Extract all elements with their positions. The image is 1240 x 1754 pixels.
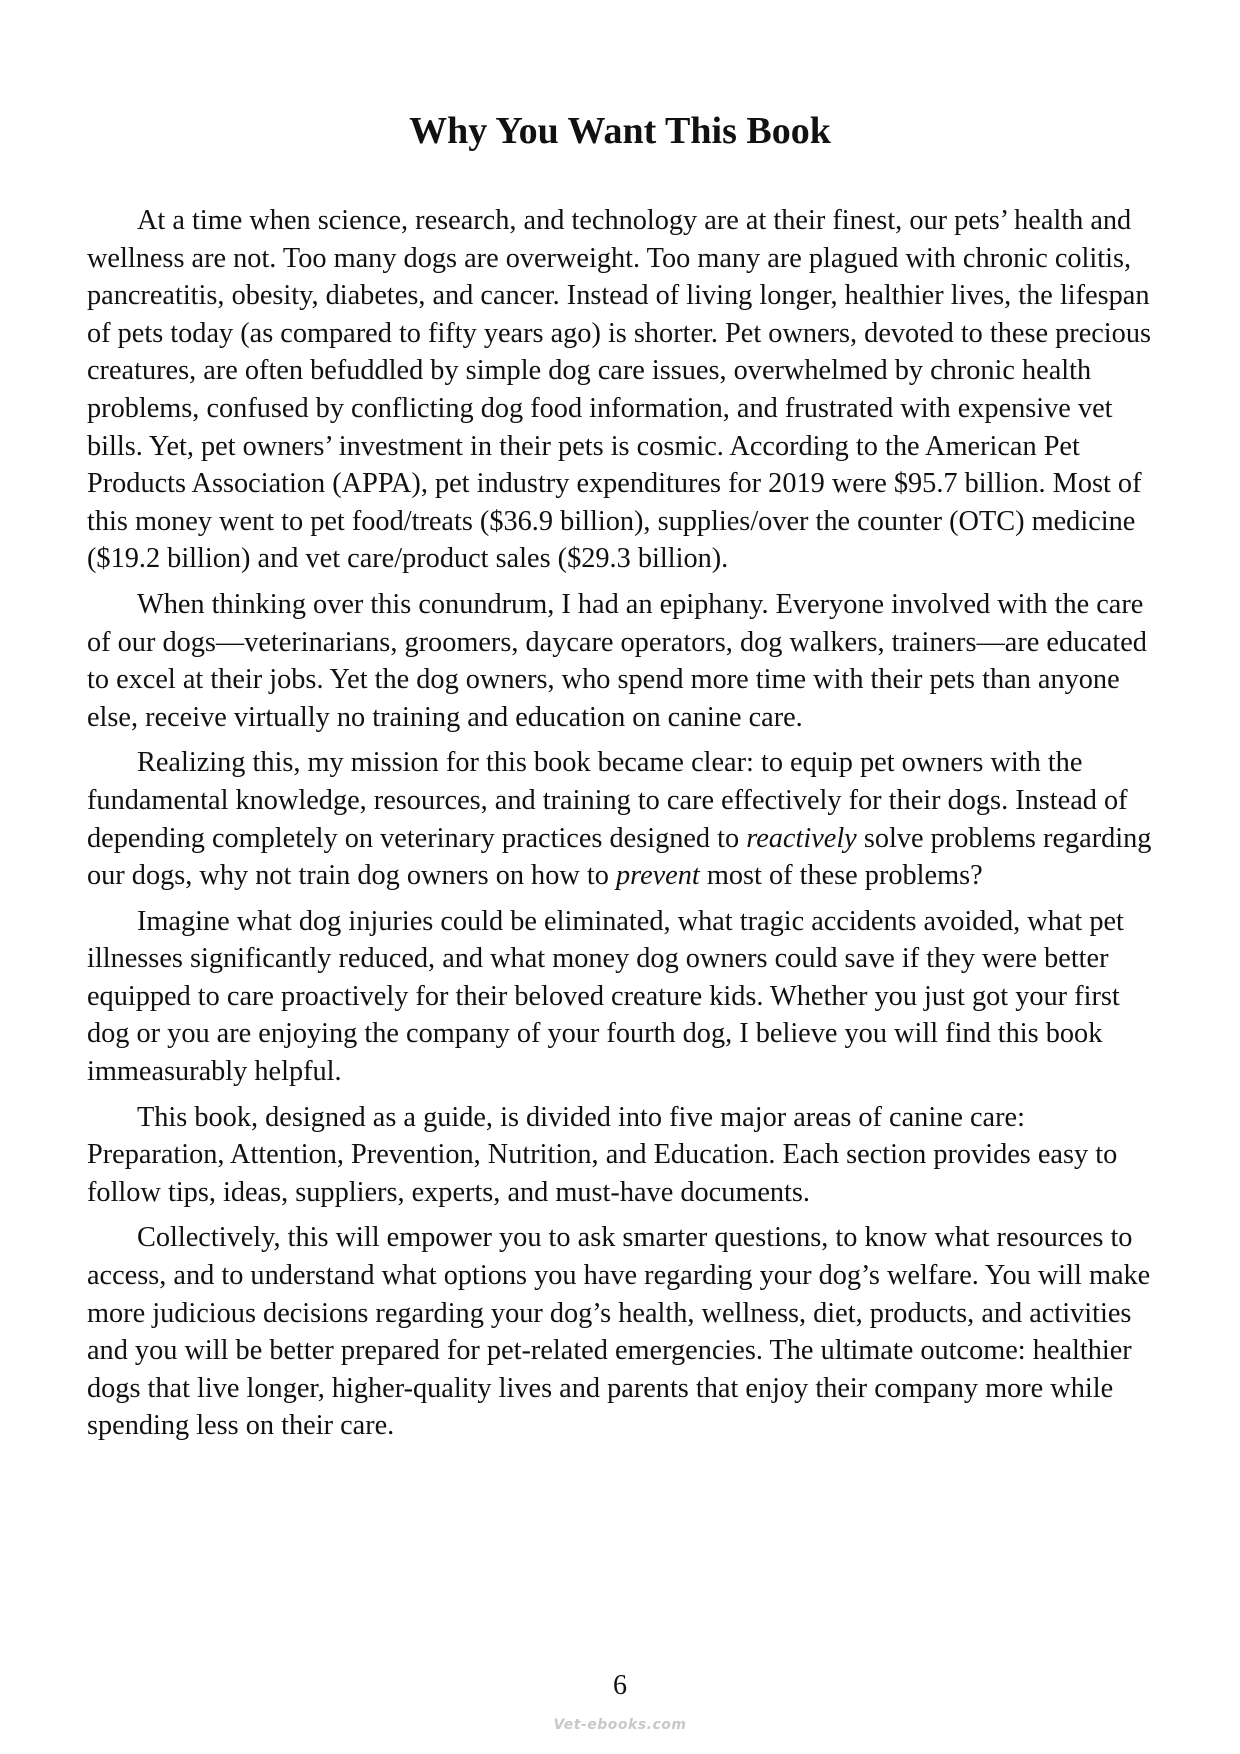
body-text bbox=[87, 202, 1159, 1453]
emphasis-prevent: prevent bbox=[615, 860, 700, 892]
paragraph-1: At a time when science, research, and technology are at their finest, our pets’ health and wellness are not. Too many dogs are overweight. Too many are plagued with chronic colitis, pancreatitis, obesity, diabetes, and cancer. Instead of living longer, healthier lives, the lifespan of pets today (as compared to fifty years ago) is shorter. Pet owners, devoted to these precious creatures, are often befuddled by simple dog care issues, overwhelmed by chronic health problems, confused by conflicting dog food information, and frustrated with expensive vet bills. Yet, pet owners’ investment in their pets is cosmic. According to the American Pet Products Association (APPA), pet industry expenditures for 2019 were $95.7 billion. Most of this money went to pet food/treats ($36.9 billion), supplies/over the counter (OTC) medicine ($19.2 billion) and vet care/product sales ($29.3 billion). bbox=[87, 205, 1151, 575]
paragraph-3 bbox=[87, 744, 1159, 894]
page-number: 6 bbox=[613, 1670, 627, 1701]
emphasis-reactively: reactively bbox=[746, 822, 857, 854]
paragraph-4: Imagine what dog injuries could be eliminated, what tragic accidents avoided, what pet illnesses significantly reduced, and what money dog owners could save if they were better equipped to care proactively for their beloved creature kids. Whether you just got your first dog or you are enjoying the company of your fourth dog, I believe you will find this book immeasurably helpful. bbox=[87, 905, 1124, 1088]
watermark: Vet-ebooks.com bbox=[553, 1717, 687, 1733]
page-title: Why You Want This Book bbox=[409, 110, 831, 152]
paragraph-5: This book, designed as a guide, is divided into five major areas of canine care: Preparation, Attention, Prevention, Nutrition, and Education. Each section provides easy to follow tips, ideas, suppliers, experts, and must-have documents. bbox=[87, 1101, 1118, 1208]
paragraph-2: When thinking over this conundrum, I had an epiphany. Everyone involved with the care of our dogs—veterinarians, groomers, daycare operators, dog walkers, trainers—are educated to excel at their jobs. Yet the dog owners, who spend more time with their pets than anyone else, receive virtually no training and education on canine care. bbox=[87, 588, 1147, 733]
paragraph-3-part-c: most of these problems? bbox=[699, 860, 983, 892]
paragraph-3-part-a: Realizing this, my mission for this book became clear: to equip pet owners with the fundamental knowledge, resources, and training to care effectively for their dogs. Instead of depending completely on veterinary practices designed to bbox=[87, 747, 1128, 854]
paragraph-6: Collectively, this will empower you to ask smarter questions, to know what resources to access, and to understand what options you have regarding your dog’s welfare. You will make more judicious decisions regarding your dog’s health, wellness, diet, products, and activities and you will be better prepared for pet-related emergencies. The ultimate outcome: healthier dogs that live longer, higher-quality lives and parents that enjoy their company more while spending less on their care. bbox=[87, 1222, 1151, 1442]
paragraph-3-part-b: solve problems regarding our dogs, why not train dog owners on how to bbox=[87, 822, 1152, 892]
